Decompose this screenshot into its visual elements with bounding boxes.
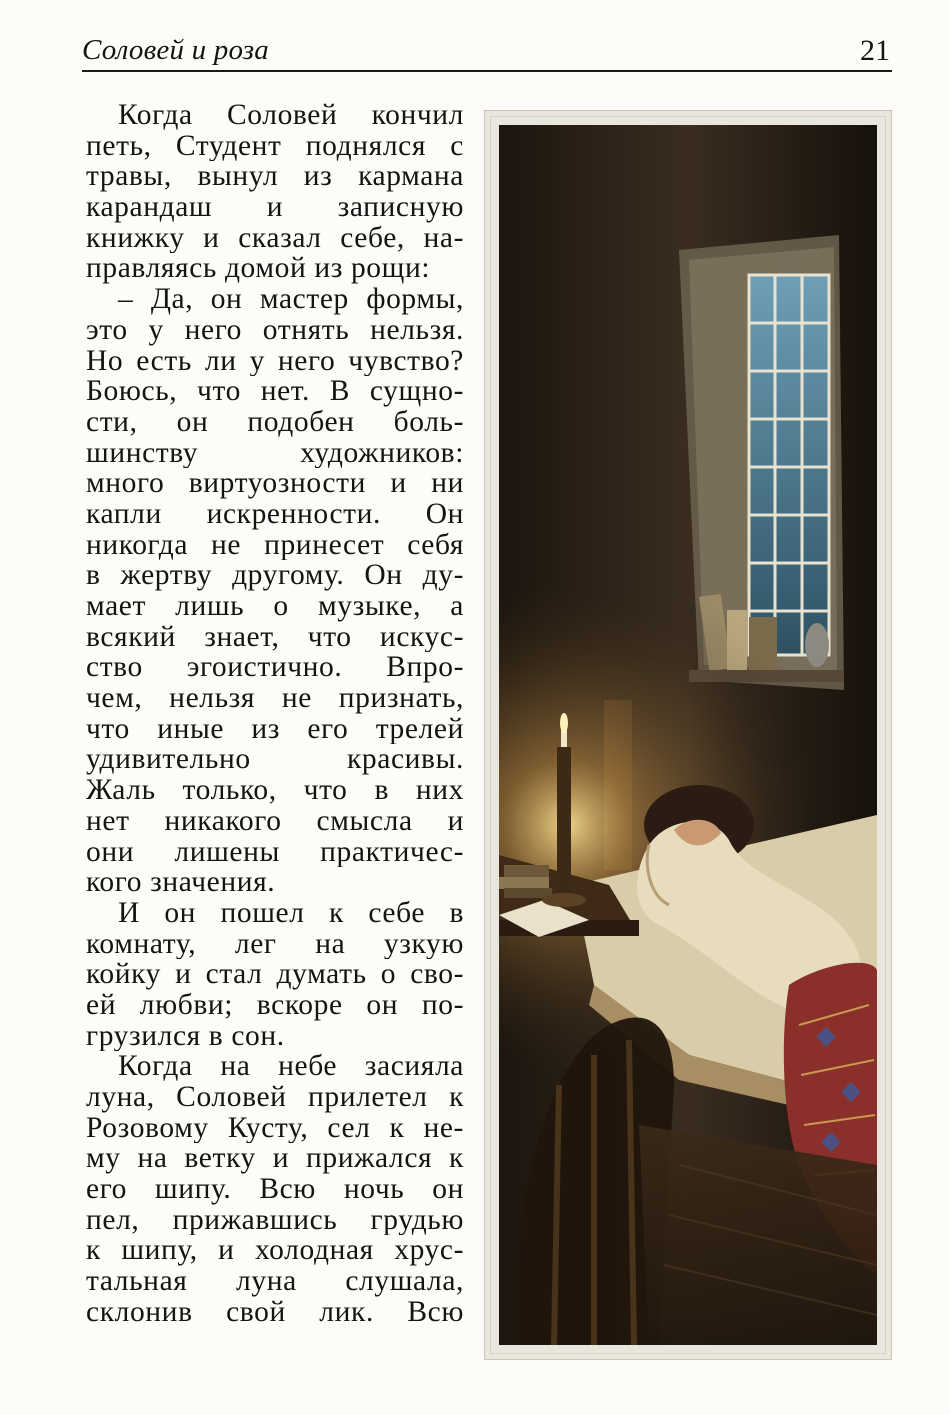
text-line <box>86 1174 464 1205</box>
text-line-content: что иные из его трелей <box>86 713 464 745</box>
text-line-content: склонив свой лик. Всю <box>86 1296 464 1328</box>
text-line-content: много виртуозности и ни <box>86 468 464 499</box>
text-line-content: они лишены практичес- <box>86 836 464 868</box>
text-line-content: капли искренности. Он <box>86 498 464 530</box>
text-line <box>86 714 464 745</box>
text-line-content: луна, Соловей прилетел к <box>86 1082 464 1113</box>
text-line <box>86 438 464 469</box>
text-line <box>86 100 464 131</box>
text-line <box>86 468 464 499</box>
text-line-content: травы, вынул из кармана <box>86 161 464 193</box>
text-line-content: сти, он подобен боль- <box>86 406 464 438</box>
text-line <box>86 959 464 990</box>
text-line <box>86 1266 464 1297</box>
text-line-content: кого значения. <box>86 867 276 898</box>
text-line-content: ей любви; вскоре он по- <box>86 989 464 1021</box>
text-line <box>86 1205 464 1236</box>
text-line <box>86 1297 464 1328</box>
text-line <box>86 898 464 929</box>
text-line <box>86 591 464 622</box>
text-line-content: петь, Студент поднялся с <box>86 130 464 162</box>
text-line-content: Жаль только, что в них <box>86 775 464 806</box>
text-line-content: к шипу, и холодная хрус- <box>86 1235 464 1267</box>
text-line <box>86 161 464 192</box>
text-line-content: комнату, лег на узкую <box>86 928 464 960</box>
text-line-content: койку и стал думать о сво- <box>86 959 464 990</box>
text-line <box>86 775 464 806</box>
text-line <box>86 622 464 653</box>
illustration-painting <box>499 125 877 1345</box>
illustration-frame <box>484 110 892 1360</box>
running-header <box>82 30 892 70</box>
text-line-content: его шипу. Всю ночь он <box>86 1174 464 1205</box>
text-line-content: всякий знает, что искус- <box>86 621 464 653</box>
text-line-content: Когда на небе засияла <box>118 1051 464 1082</box>
text-line-content: пел, прижавшись грудью <box>86 1204 464 1236</box>
text-line <box>86 1143 464 1174</box>
text-line <box>86 683 464 714</box>
text-line <box>86 652 464 683</box>
text-line-content: карандаш и записную <box>86 192 464 223</box>
text-line-content: в жертву другому. Он ду- <box>86 560 464 591</box>
header-rule <box>82 70 892 72</box>
text-line <box>86 837 464 868</box>
text-line <box>86 530 464 561</box>
text-line <box>86 1051 464 1082</box>
text-line-content: это у него отнять нельзя. <box>86 314 464 346</box>
text-line-content: му на ветку и прижался к <box>86 1143 464 1175</box>
text-line <box>86 744 464 775</box>
text-line <box>86 376 464 407</box>
text-line <box>86 499 464 530</box>
text-line-content: Но есть ли у него чувство? <box>86 345 464 377</box>
text-line <box>86 131 464 162</box>
running-title: Соловей и роза <box>82 34 270 66</box>
text-line-content: грузился в сон. <box>86 1020 285 1052</box>
text-line <box>86 223 464 254</box>
text-line <box>86 990 464 1021</box>
text-line-content: Боюсь, что нет. В сущно- <box>86 376 464 407</box>
text-line-content: нет никакого смысла и <box>86 805 464 837</box>
text-line-content: Розовому Кусту, сел к не- <box>86 1112 464 1144</box>
text-line-content: шинству художников: <box>86 437 464 469</box>
text-line <box>86 560 464 591</box>
text-line <box>86 407 464 438</box>
text-line <box>86 346 464 377</box>
illustration-student-sleeping <box>499 125 877 1345</box>
text-line-content: тальная луна слушала, <box>86 1266 464 1297</box>
text-line-content: Когда Соловей кончил <box>118 100 464 131</box>
body-text-column <box>86 100 464 1328</box>
text-line-content: И он пошел к себе в <box>118 897 464 929</box>
text-line-content: книжку и сказал себе, на- <box>86 222 464 254</box>
text-line <box>86 806 464 837</box>
text-line <box>86 1113 464 1144</box>
text-line <box>86 1082 464 1113</box>
text-line <box>86 284 464 315</box>
text-line <box>86 1235 464 1266</box>
text-line <box>86 867 464 898</box>
text-line <box>86 315 464 346</box>
text-line <box>86 929 464 960</box>
text-line-content: мает лишь о музыке, а <box>86 591 464 622</box>
text-line-content: удивительно красивы. <box>86 744 464 776</box>
text-line-content: – Да, он мастер формы, <box>118 284 464 315</box>
text-line-content: чем, нельзя не признать, <box>86 683 464 714</box>
text-line <box>86 1021 464 1052</box>
text-line <box>86 253 464 284</box>
text-line-content: ство эгоистично. Впро- <box>86 652 464 684</box>
text-line-content: никогда не принесет себя <box>86 529 464 561</box>
text-line-content: правляясь домой из рощи: <box>86 253 431 285</box>
text-line <box>86 192 464 223</box>
page-number: 21 <box>860 34 890 67</box>
